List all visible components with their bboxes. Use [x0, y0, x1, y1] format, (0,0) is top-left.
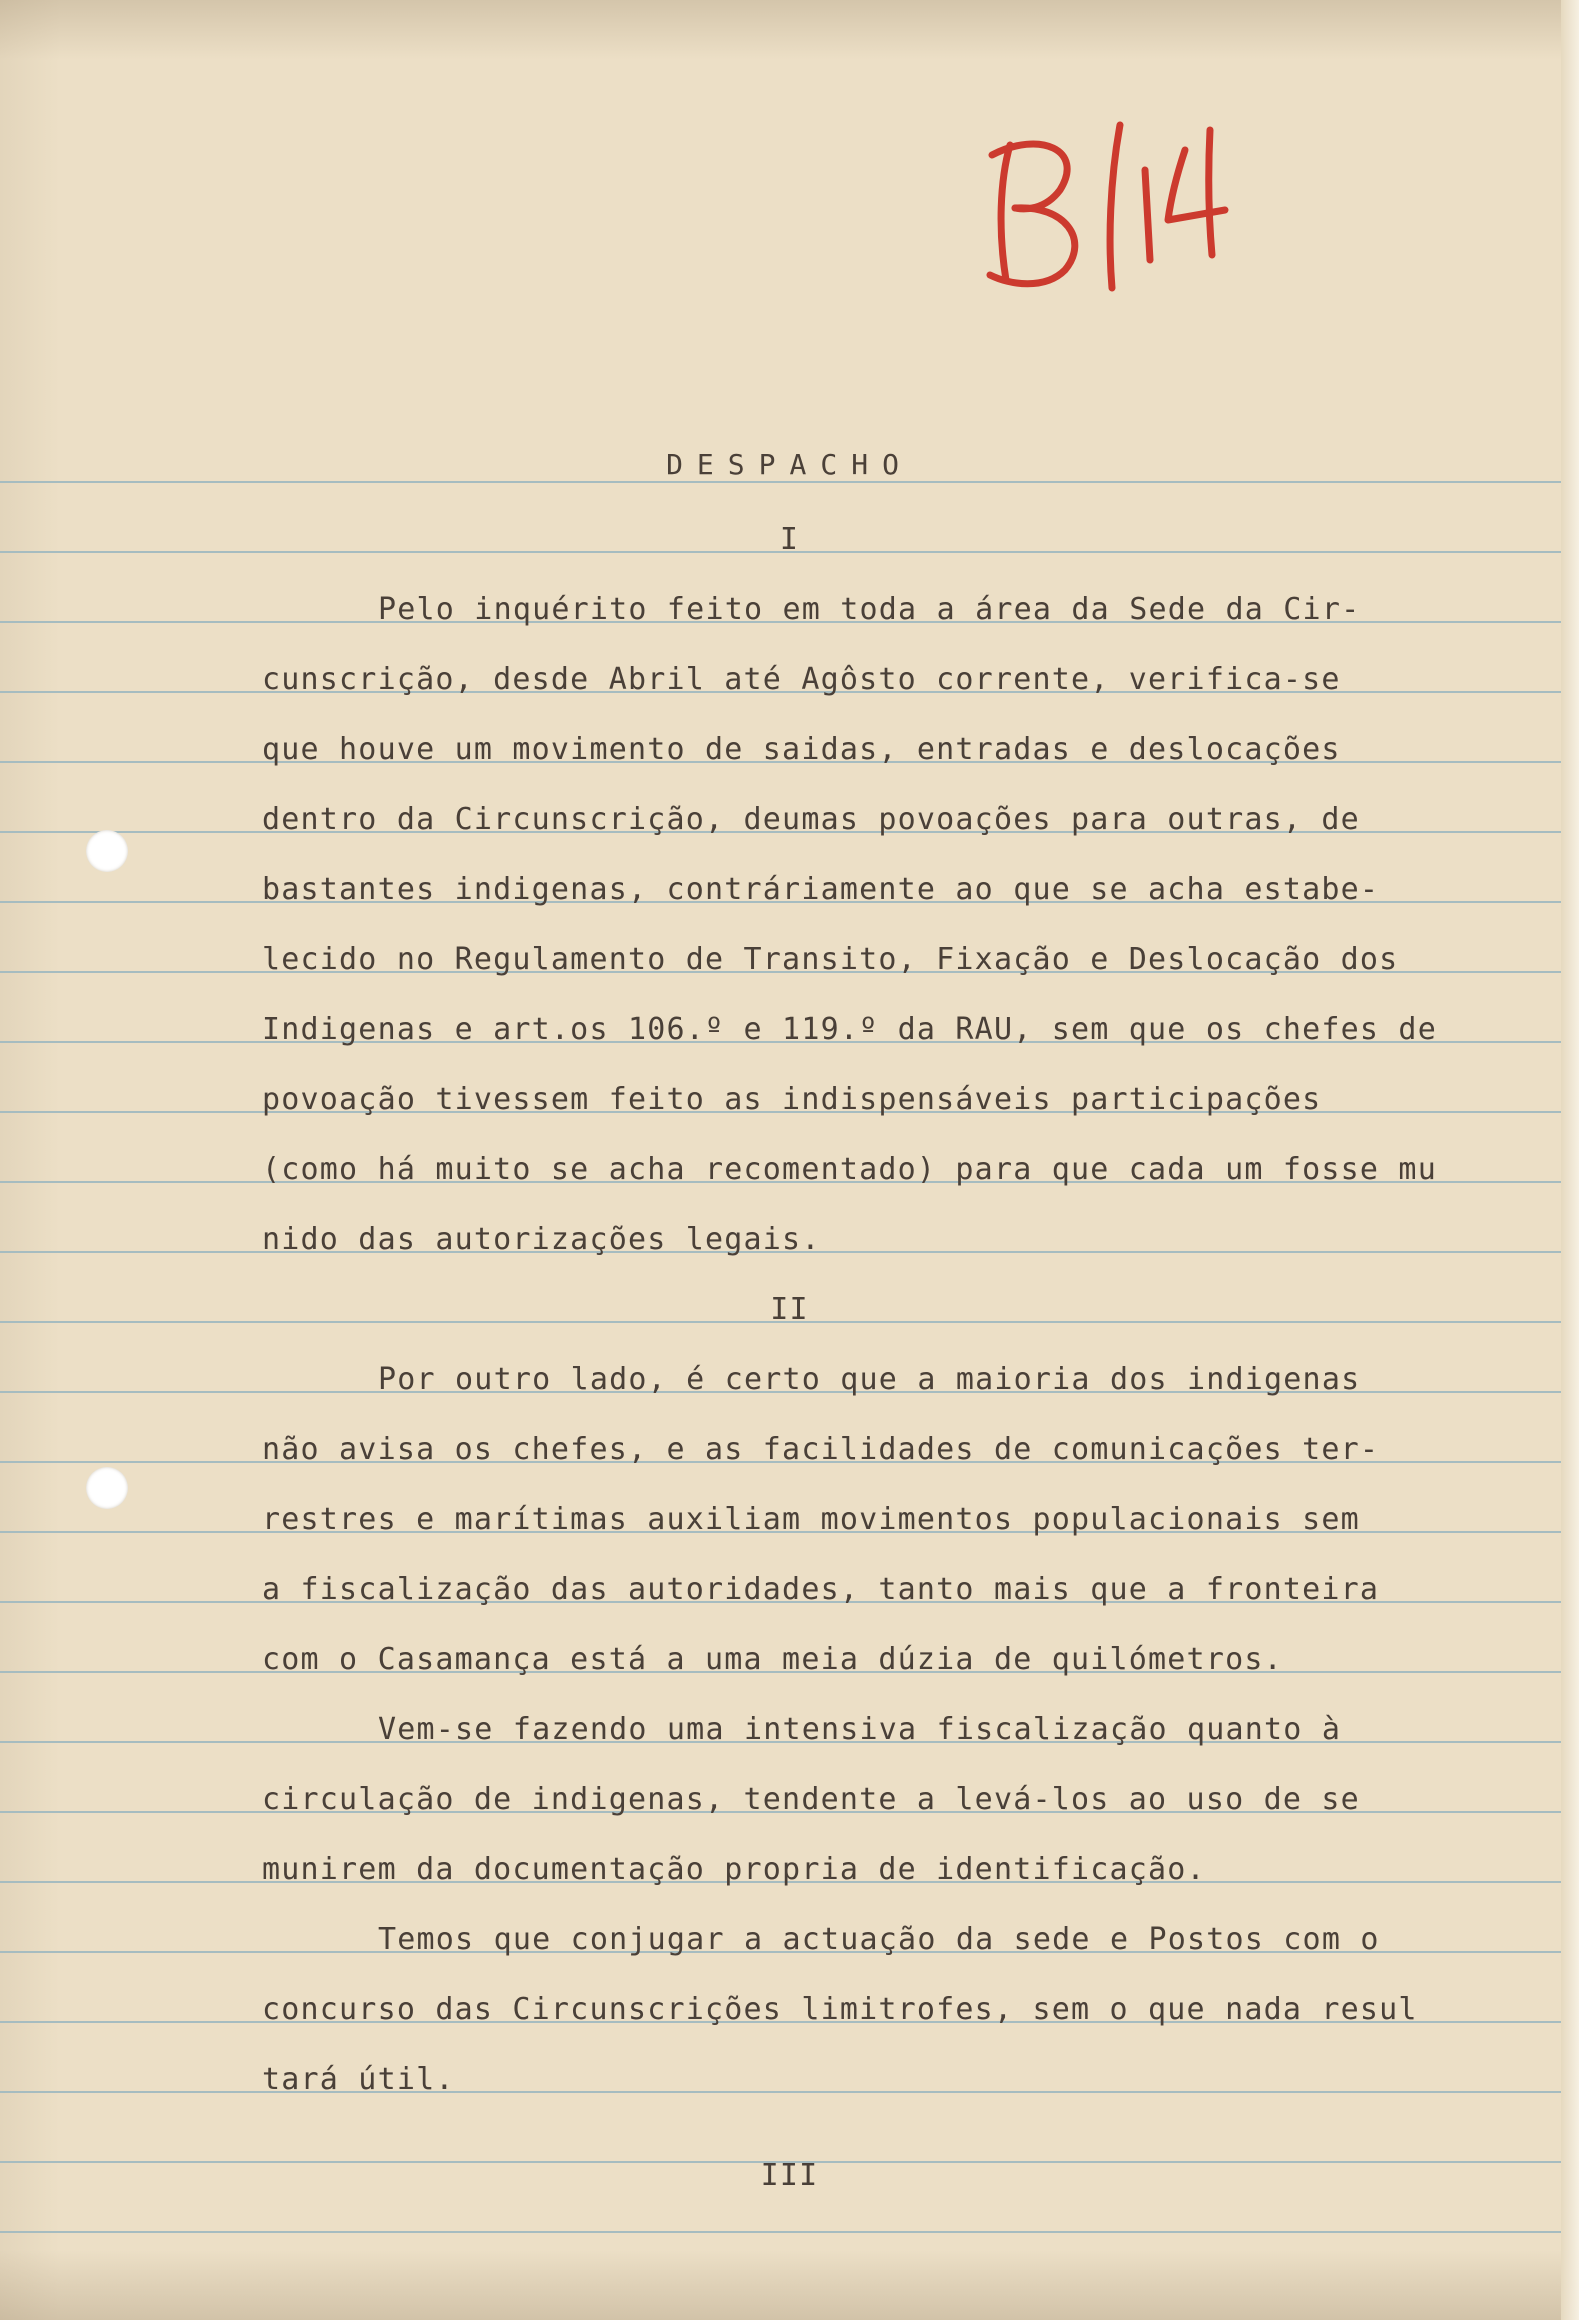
- text-line: tará útil.: [262, 2062, 455, 2097]
- section-numeral: III: [760, 2158, 819, 2193]
- punch-hole: [86, 830, 128, 872]
- text-line: nido das autorizações legais.: [262, 1222, 821, 1257]
- text-line: dentro da Circunscrição, deumas povoações para outras, de: [262, 802, 1360, 837]
- document-title: DESPACHO: [666, 448, 913, 481]
- page-edge: [1561, 0, 1579, 2320]
- text-line: Vem-se fazendo uma intensiva fiscalização quanto à: [378, 1712, 1342, 1747]
- text-line: a fiscalização das autoridades, tanto mais que a fronteira: [262, 1572, 1380, 1607]
- text-line: circulação de indigenas, tendente a levá-los ao uso de se: [262, 1782, 1360, 1817]
- punch-hole: [86, 1467, 128, 1509]
- text-line: lecido no Regulamento de Transito, Fixação e Deslocação dos: [262, 942, 1399, 977]
- text-line: restres e marítimas auxiliam movimentos populacionais sem: [262, 1502, 1360, 1537]
- text-line: não avisa os chefes, e as facilidades de comunicações ter-: [262, 1432, 1380, 1467]
- handwritten-stamp: [970, 110, 1270, 300]
- text-line: cunscrição, desde Abril até Agôsto corrente, verifica-se: [262, 662, 1341, 697]
- text-line: Por outro lado, é certo que a maioria dos indigenas: [378, 1362, 1361, 1397]
- text-line: povoação tivessem feito as indispensáveis participações: [262, 1082, 1322, 1117]
- text-line: Indigenas e art.os 106.º e 119.º da RAU, sem que os chefes de: [262, 1012, 1437, 1047]
- text-line: concurso das Circunscrições limitrofes, sem o que nada resul: [262, 1992, 1418, 2027]
- ruled-line: [0, 2091, 1561, 2093]
- text-line: com o Casamança está a uma meia dúzia de quilómetros.: [262, 1642, 1283, 1677]
- text-line: (como há muito se acha recomentado) para que cada um fosse mu: [262, 1152, 1437, 1187]
- text-line: munirem da documentação propria de identificação.: [262, 1852, 1206, 1887]
- ruled-line: [0, 2231, 1561, 2233]
- text-line: Pelo inquérito feito em toda a área da Sede da Cir-: [378, 592, 1361, 627]
- stamp-drawing: [970, 110, 1270, 300]
- text-line: que houve um movimento de saidas, entradas e deslocações: [262, 732, 1341, 767]
- text-line: bastantes indigenas, contráriamente ao que se acha estabe-: [262, 872, 1380, 907]
- text-line: Temos que conjugar a actuação da sede e Postos com o: [378, 1922, 1380, 1957]
- section-numeral: II: [770, 1292, 809, 1327]
- section-numeral: I: [779, 522, 800, 557]
